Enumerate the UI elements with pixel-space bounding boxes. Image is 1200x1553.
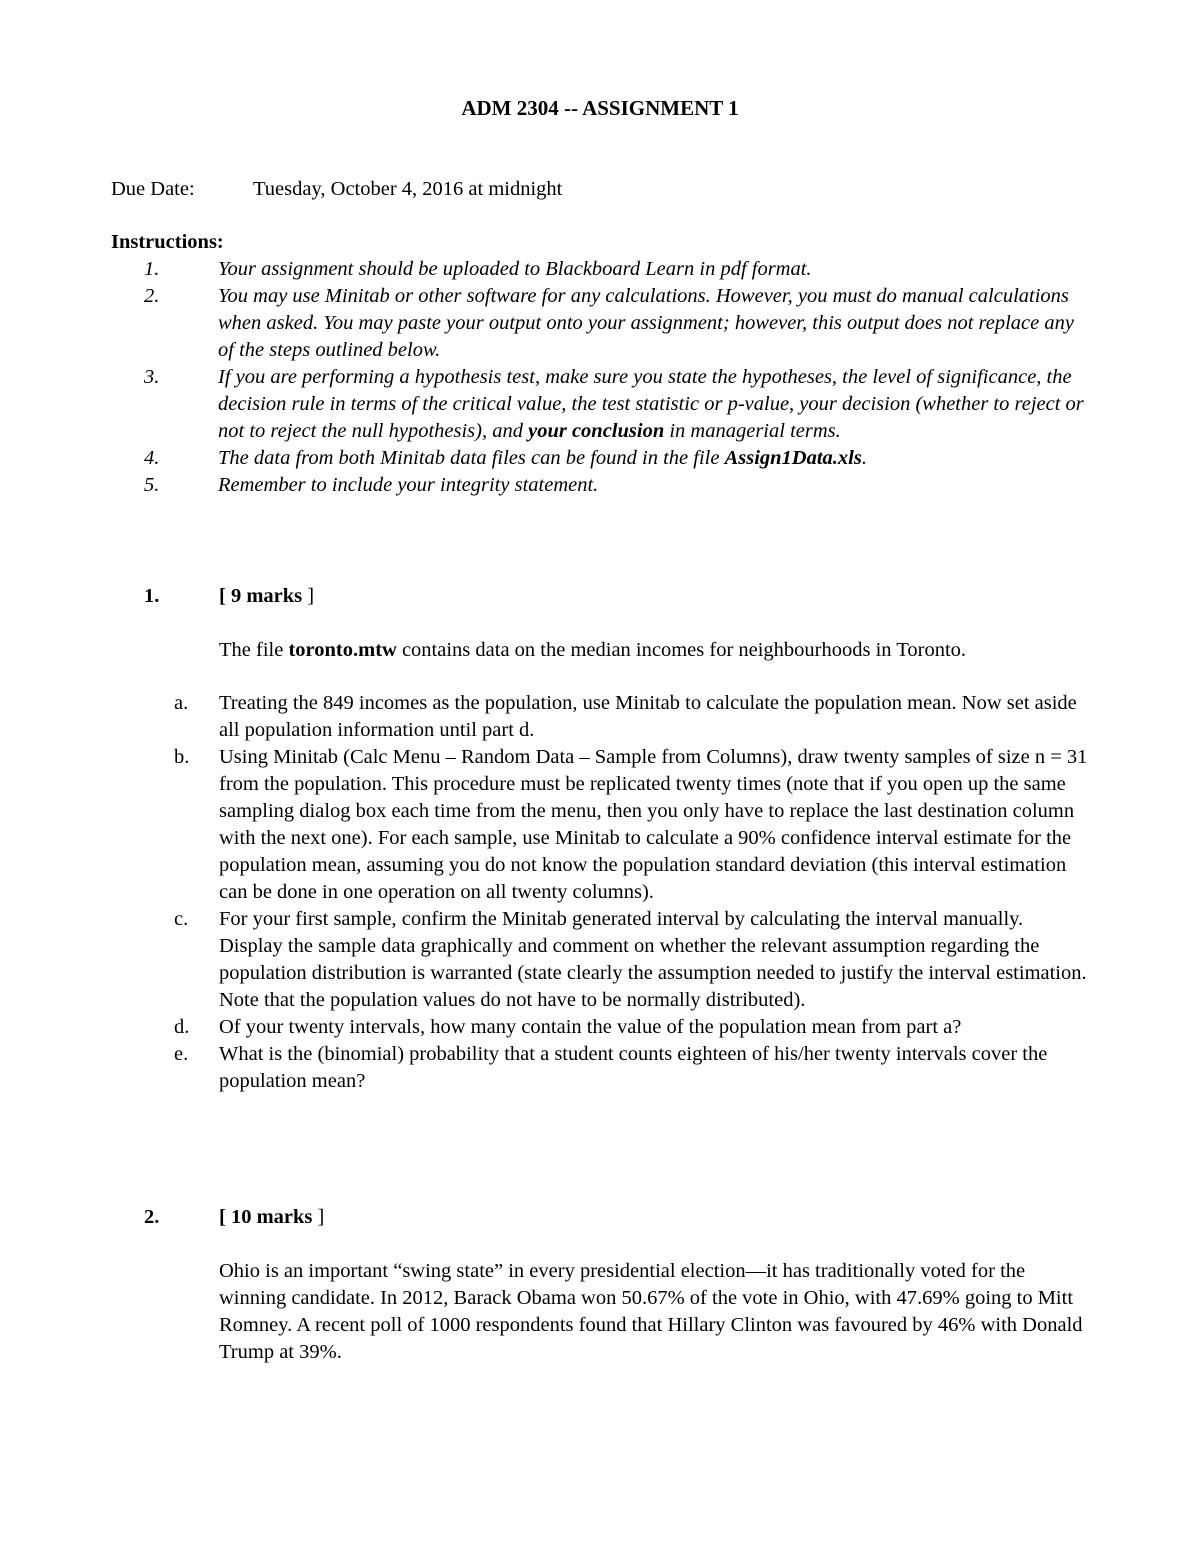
marks-label: [ 10 marks [219,1206,318,1228]
instruction-number: 2. [144,285,160,307]
part-text: Treating the 849 incomes as the population, use Minitab to calculate the population mean. Now set aside all population information until part d. [219,692,1077,741]
part-letter: b. [174,746,190,768]
question-number: 2. [144,1206,160,1228]
question-1-intro [219,637,1089,664]
part-letter: a. [174,692,189,714]
instruction-number: 1. [144,258,160,280]
data-file-name: toronto.mtw [288,639,397,661]
instruction-item [144,472,1094,499]
question-1-heading [144,583,314,610]
instruction-text-part: If you are performing a hypothesis test, make sure you state the hypotheses, the level of significance, the decision rule in terms of the critical value, the test statistic or p-value, your decision (whether to reject or not to reject the null hypothesis), and [218,366,1084,442]
instruction-text-part: . [861,447,867,469]
part-letter: d. [174,1016,190,1038]
question-part [174,1041,1089,1095]
data-file-name: Assign1Data.xls [724,447,862,469]
instruction-text [218,445,1094,472]
instruction-item [144,364,1094,445]
part-text: For your first sample, confirm the Minitab generated interval by calculating the interval manually. Display the sample data graphically and comment on whether the relevant assumption regarding the population distribution is warranted (state clearly the assumption needed to justify the interval estimation. Note that the population values do not have to be normally distributed). [219,908,1087,1011]
marks-label: [ 9 marks [219,585,308,607]
page-title: ADM 2304 -- ASSIGNMENT 1 [461,96,739,120]
intro-text: contains data on the median incomes for neighbourhoods in Toronto. [396,639,967,661]
instructions-heading: Instructions: [111,231,224,253]
instruction-item [144,283,1094,364]
part-text: Of your twenty intervals, how many contain the value of the population mean from part a? [219,1016,962,1038]
question-part [174,690,1089,744]
question-2-heading [144,1204,324,1231]
instruction-number: 5. [144,474,160,496]
intro-text: The file [219,639,289,661]
question-part [174,906,1089,1014]
marks-bracket: ] [307,585,315,607]
question-marks [219,585,314,607]
instruction-text-part: in managerial terms. [664,420,841,442]
part-letter: c. [174,908,189,930]
part-letter: e. [174,1043,189,1065]
due-date [111,176,562,203]
instruction-number: 4. [144,447,160,469]
question-part [174,744,1089,906]
question-2-text: Ohio is an important “swing state” in every presidential election—it has traditionally voted for the winning candidate. In 2012, Barack Obama won 50.67% of the vote in Ohio, with 47.69% going to Mitt Romney. A recent poll of 1000 respondents found that Hillary Clinton was favoured by 46% with Donald Trump at 39%. [219,1260,1083,1363]
due-date-label: Due Date: [111,178,195,200]
instruction-text: Your assignment should be uploaded to Blackboard Learn in pdf format. [218,258,812,280]
instruction-text-part: The data from both Minitab data files can be found in the file [218,447,725,469]
marks-bracket: ] [317,1206,325,1228]
instruction-item [144,445,1094,472]
instruction-item [144,256,1094,283]
instruction-text [218,364,1094,445]
part-text: Using Minitab (Calc Menu – Random Data – Sample from Columns), draw twenty samples of size n = 31 from the population. This procedure must be replicated twenty times (note that if you open up the same sampling dialog box each time from the menu, then you only have to replace the last destination column with the next one). For each sample, use Minitab to calculate a 90% confidence interval estimate for the population mean, assuming you do not know the population standard deviation (this interval estimation can be done in one operation on all twenty columns). [219,746,1088,903]
question-marks [219,1206,324,1228]
instruction-text: Remember to include your integrity statement. [218,474,599,496]
question-number: 1. [144,585,160,607]
part-text: What is the (binomial) probability that a student counts eighteen of his/her twenty intervals cover the population mean? [219,1043,1048,1092]
instruction-number: 3. [144,366,160,388]
instruction-emphasis: your conclusion [528,420,665,442]
instruction-text: You may use Minitab or other software for any calculations. However, you must do manual calculations when asked. You may paste your output onto your assignment; however, this output does not replace any of the steps outlined below. [218,285,1074,361]
due-date-value: Tuesday, October 4, 2016 at midnight [253,178,563,200]
question-1-parts [174,690,1089,1095]
instructions-list [144,256,1094,499]
question-part [174,1014,1089,1041]
